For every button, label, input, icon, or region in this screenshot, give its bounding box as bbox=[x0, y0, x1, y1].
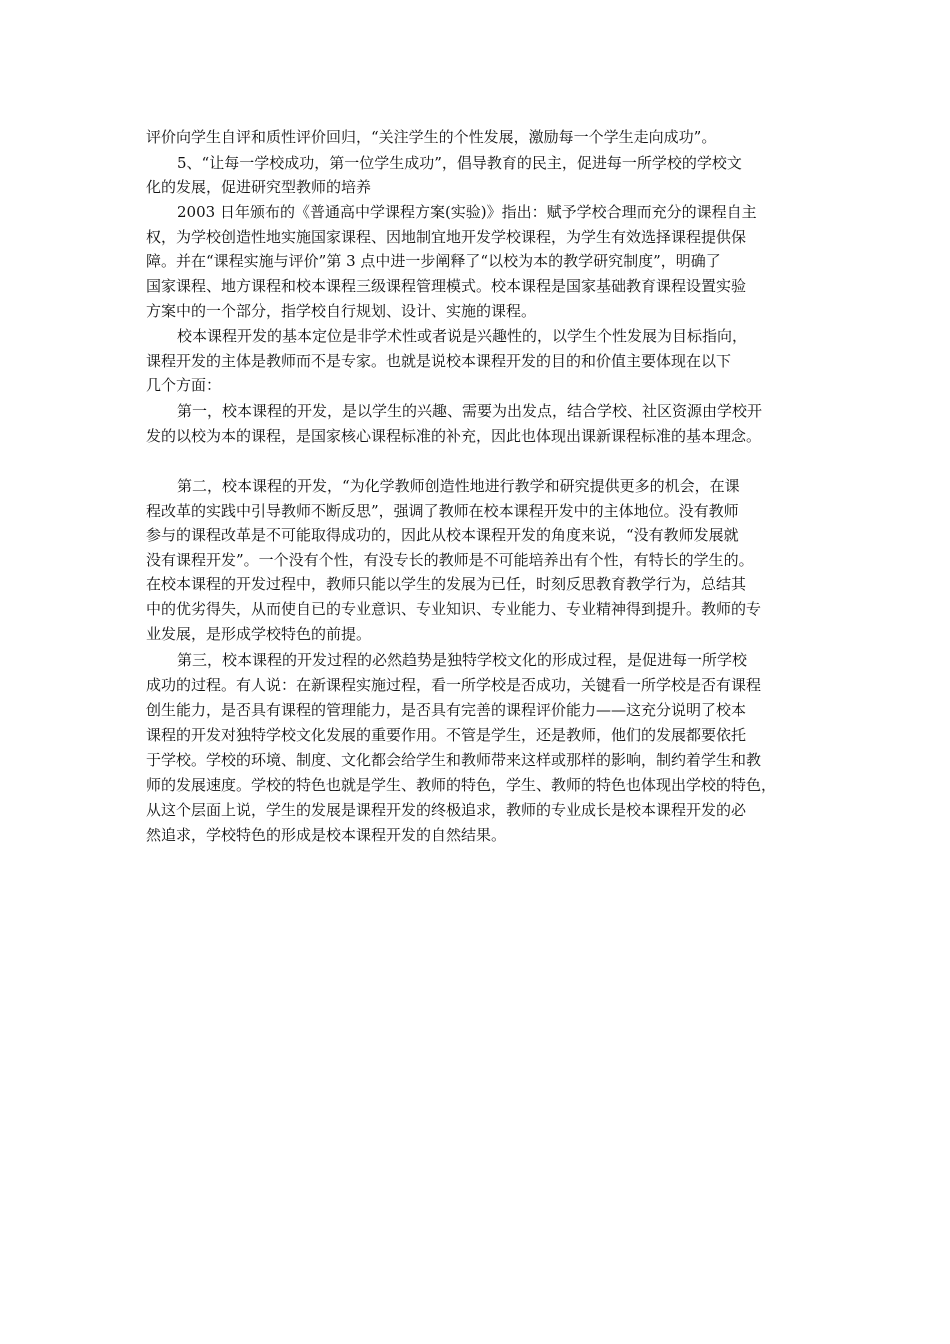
text-line: 在校本课程的开发过程中，教师只能以学生的发展为已任，时刻反思教育教学行为，总结其 bbox=[146, 575, 747, 593]
text-line: 化的发展，促进研究型教师的培养 bbox=[146, 178, 372, 196]
text-line: 评价向学生自评和质性评价回归，“关注学生的个性发展，激励每一个学生走向成功”。 bbox=[146, 128, 717, 146]
text-line: 国家课程、地方课程和校本课程三级课程管理模式。校本课程是国家基础教育课程设置实验 bbox=[146, 277, 747, 295]
text-line: 权，为学校创造性地实施国家课程、因地制宜地开发学校课程，为学生有效选择课程提供保 bbox=[146, 228, 747, 246]
text-line: 程改革的实践中引导教师不断反思”，强调了教师在校本课程开发中的主体地位。没有教师 bbox=[146, 502, 739, 520]
text-line: 课程的开发对独特学校文化发展的重要作用。不管是学生，还是教师，他们的发展都要依托 bbox=[146, 726, 747, 744]
text-line: 业发展，是形成学校特色的前提。 bbox=[146, 625, 372, 643]
text-line: 几个方面： bbox=[146, 376, 222, 394]
text-line: 于学校。学校的环境、制度、文化都会给学生和教师带来这样或那样的影响，制约着学生和教 bbox=[146, 751, 762, 769]
text-line: 从这个层面上说，学生的发展是课程开发的终极追求，教师的专业成长是校本课程开发的必 bbox=[146, 801, 747, 819]
text-line: 师的发展速度。学校的特色也就是学生、教师的特色，学生、教师的特色也体现出学校的特色， bbox=[146, 776, 777, 794]
text-line: 参与的课程改革是不可能取得成功的，因此从校本课程开发的角度来说，“没有教师发展就 bbox=[146, 526, 739, 544]
text-line: 没有课程开发”。一个没有个性，有没专长的教师是不可能培养出有个性，有特长的学生的。 bbox=[146, 551, 754, 569]
text-line: 发的以校为本的课程，是国家核心课程标准的补充，因此也体现出课新课程标准的基本理念。 bbox=[146, 427, 762, 445]
text-line: 中的优劣得失，从而使自已的专业意识、专业知识、专业能力、专业精神得到提升。教师的专 bbox=[146, 600, 762, 618]
text-line: 方案中的一个部分，指学校自行规划、设计、实施的课程。 bbox=[146, 302, 537, 320]
text-line: 校本课程开发的基本定位是非学术性或者说是兴趣性的，以学生个性发展为目标指向， bbox=[177, 327, 748, 345]
text-line: 第一，校本课程的开发，是以学生的兴趣、需要为出发点，结合学校、社区资源由学校开 bbox=[177, 402, 763, 420]
text-line: 第三，校本课程的开发过程的必然趋势是独特学校文化的形成过程，是促进每一所学校 bbox=[177, 651, 748, 669]
text-line: 2003 日年颁布的《普通高中学课程方案(实验)》指出：赋予学校合理而充分的课程自主 bbox=[177, 203, 757, 221]
text-line: 成功的过程。有人说：在新课程实施过程，看一所学校是否成功，关键看一所学校是否有课程 bbox=[146, 676, 762, 694]
text-line: 课程开发的主体是教师而不是专家。也就是说校本课程开发的目的和价值主要体现在以下 bbox=[146, 352, 732, 370]
text-line: 障。并在“课程实施与评价”第 3 点中进一步阐释了“以校为本的教学研究制度”，明确了 bbox=[146, 252, 721, 270]
text-line: 第二，校本课程的开发，“为化学教师创造性地进行教学和研究提供更多的机会，在课 bbox=[177, 477, 740, 495]
text-line: 5、“让每一学校成功，第一位学生成功”，倡导教育的民主，促进每一所学校的学校文 bbox=[177, 154, 742, 172]
text-line: 创生能力，是否具有课程的管理能力，是否具有完善的课程评价能力——这充分说明了校本 bbox=[146, 701, 747, 719]
text-line: 然追求，学校特色的形成是校本课程开发的自然结果。 bbox=[146, 826, 507, 844]
